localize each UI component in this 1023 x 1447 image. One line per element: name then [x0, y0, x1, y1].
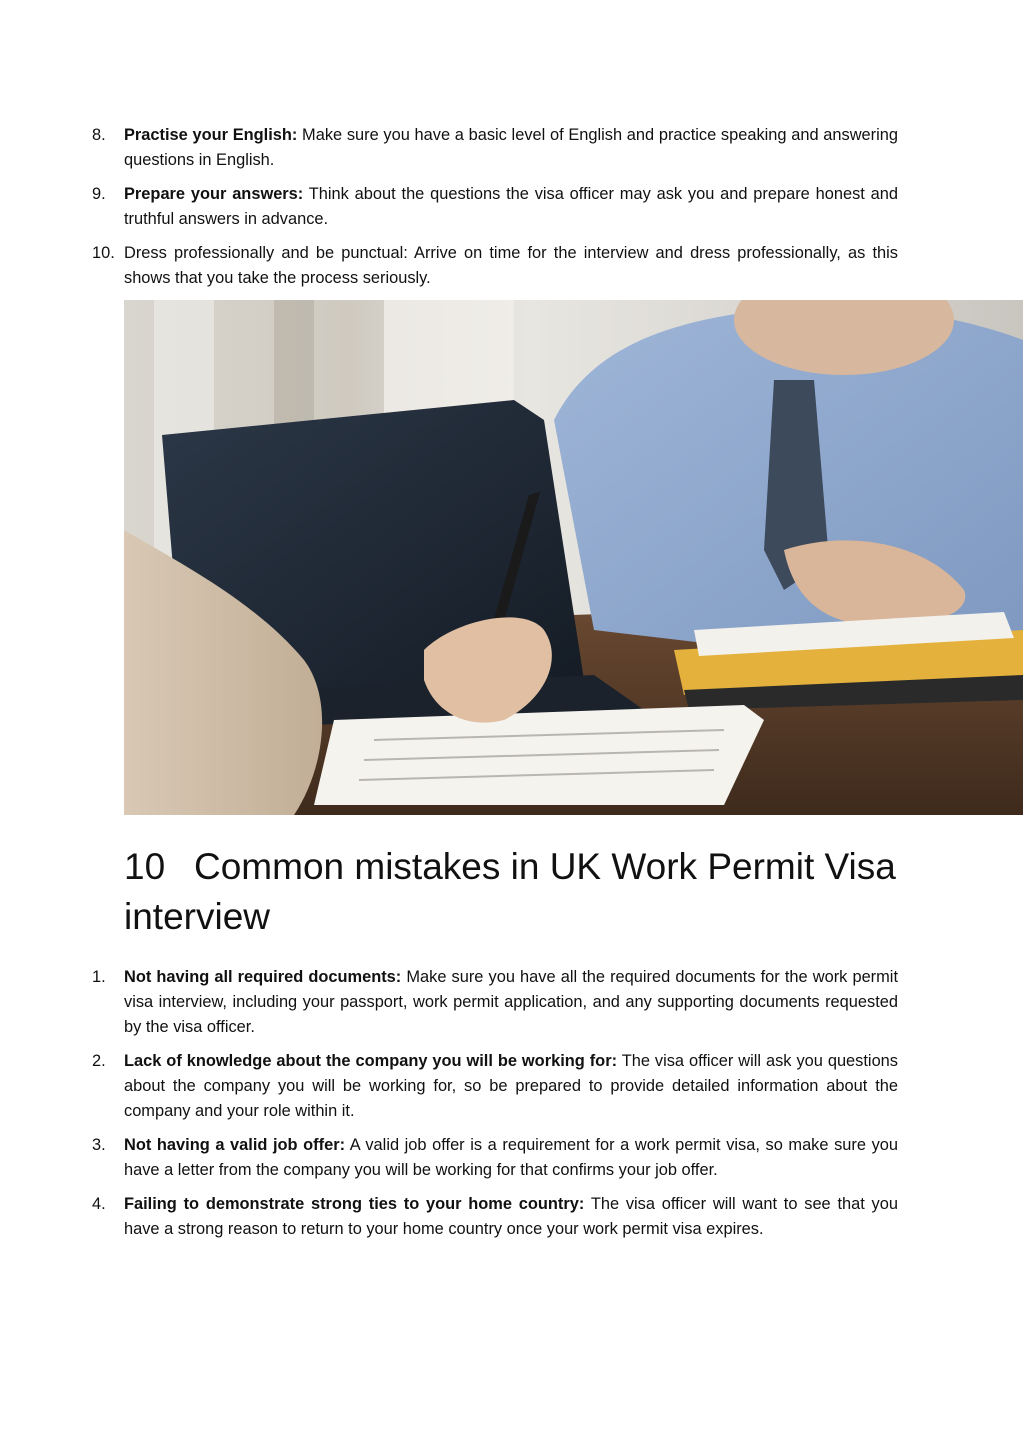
- list-item: [0, 1049, 1023, 1124]
- list-item-lead: Lack of knowledge about the company you will be working for:: [124, 1052, 618, 1070]
- list-item: [0, 123, 1023, 173]
- list-item-number: 1.: [92, 968, 106, 986]
- list-item-number: 3.: [92, 1136, 106, 1154]
- list-item-text: Make sure you have a basic level of English and practice speaking and answering questions in English.: [124, 126, 898, 169]
- list-item-lead: Practise your English:: [124, 126, 298, 144]
- tips-list-continued: [0, 123, 1023, 300]
- list-item-lead: Failing to demonstrate strong ties to your home country:: [124, 1195, 585, 1213]
- list-item-lead: Prepare your answers:: [124, 185, 304, 203]
- list-item-number: 2.: [92, 1052, 106, 1070]
- heading-number: 10: [124, 846, 166, 887]
- list-item-number: 8.: [92, 126, 106, 144]
- heading-title: Common mistakes in UK Work Permit Visa interview: [124, 846, 896, 937]
- list-item-number: 9.: [92, 185, 106, 203]
- list-item-number: 10.: [92, 244, 115, 262]
- list-item-lead: Not having a valid job offer:: [124, 1136, 346, 1154]
- mistakes-list: [0, 965, 1023, 1251]
- list-item-text: Make sure you have all the required documents for the work permit visa interview, including your passport, work permit application, and any supporting documents requested by the visa officer.: [124, 968, 898, 1036]
- list-item-text: Dress professionally and be punctual: Arrive on time for the interview and dress professionally, as this shows that you take the process seriously.: [124, 244, 898, 287]
- list-item-text: The visa officer will ask you questions about the company you will be working for, so be prepared to provide detailed information about the company and your role within it.: [124, 1052, 898, 1120]
- list-item-lead: Not having all required documents:: [124, 968, 402, 986]
- list-item: [0, 1133, 1023, 1183]
- list-item: [0, 1192, 1023, 1242]
- section-heading: [124, 842, 904, 942]
- list-item-text: A valid job offer is a requirement for a work permit visa, so make sure you have a letter from the company you will be working for that confirms your job offer.: [124, 1136, 898, 1179]
- list-item: [0, 182, 1023, 232]
- list-item: [0, 965, 1023, 1040]
- list-item-number: 4.: [92, 1195, 106, 1213]
- list-item-text: Think about the questions the visa officer may ask you and prepare honest and truthful answers in advance.: [124, 185, 898, 228]
- list-item-text: The visa officer will want to see that you have a strong reason to return to your home country once your work permit visa expires.: [124, 1195, 898, 1238]
- list-item: [0, 241, 1023, 291]
- interview-photo: [124, 300, 1023, 815]
